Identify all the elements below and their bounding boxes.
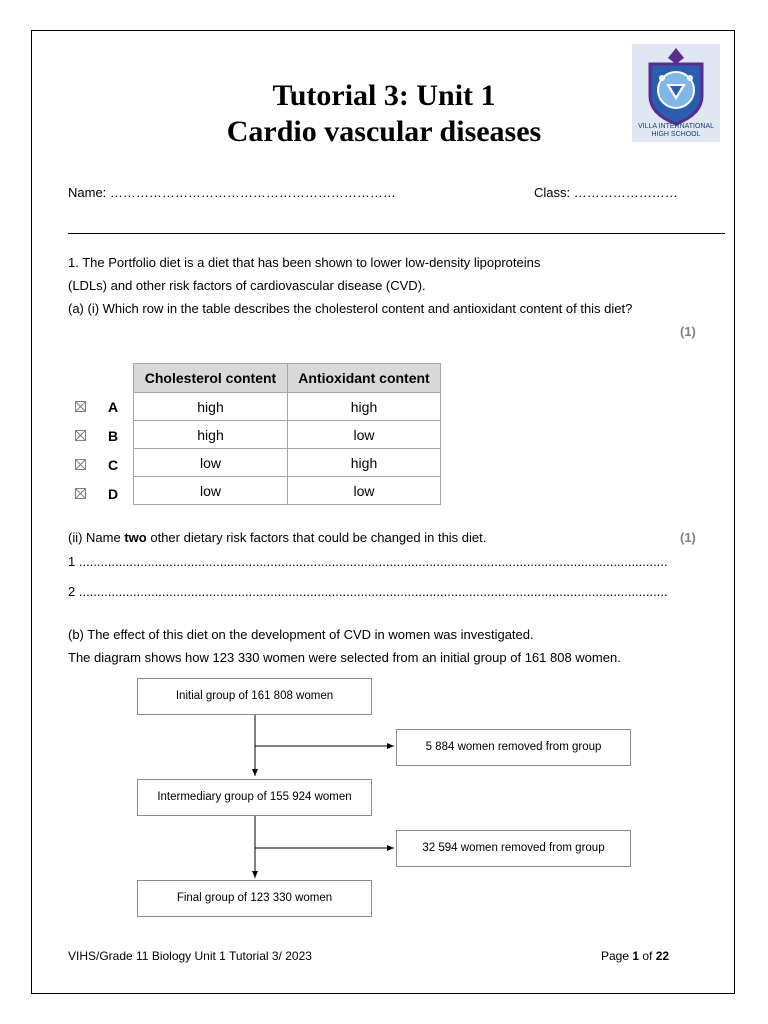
part-a-ii-text: (ii) Name	[68, 530, 125, 545]
page-subtitle: Cardio vascular diseases	[226, 115, 542, 148]
option-letter: B	[108, 428, 119, 444]
answer-line-1[interactable]: 1 ...................................................................................................................................................................	[68, 554, 668, 569]
question1-part-a-i: (a) (i) Which row in the table describes the cholesterol content and antioxidant content of this diet?	[68, 301, 633, 316]
footer-page-total: 22	[655, 949, 670, 963]
flowchart-intermediary-group: Intermediary group of 155 924 women	[137, 779, 372, 816]
flowchart-removed-1: 5 884 women removed from group	[396, 729, 631, 766]
logo-text-line1: VILLA INTERNATIONAL	[637, 123, 715, 130]
flowchart-initial-group: Initial group of 161 808 women	[137, 678, 372, 715]
question1-intro-line2: (LDLs) and other risk factors of cardiovascular disease (CVD).	[68, 278, 426, 293]
flowchart-removed-2: 32 594 women removed from group	[396, 830, 631, 867]
option-letter: A	[108, 399, 119, 415]
table-cell: low	[134, 477, 288, 505]
question1-part-b-line2: The diagram shows how 123 330 women were selected from an initial group of 161 808 women.	[68, 650, 621, 665]
table-cell: high	[288, 449, 441, 477]
part-a-ii-emphasis: two	[124, 530, 147, 545]
table-header: Cholesterol content	[134, 364, 288, 393]
question1-part-b-line1: (b) The effect of this diet on the development of CVD in women was investigated.	[68, 627, 534, 642]
table-cell: low	[288, 421, 441, 449]
page-title: Tutorial 3: Unit 1	[272, 79, 496, 112]
footer-course: VIHS/Grade 11 Biology Unit 1 Tutorial 3/ 2023	[68, 949, 312, 963]
option-letter: C	[108, 457, 119, 473]
footer-page-word: Page	[601, 949, 633, 963]
logo-text-line2: HIGH SCHOOL	[651, 131, 701, 138]
footer-of-word: of	[639, 949, 656, 963]
footer-page-number	[601, 948, 669, 964]
name-field-label: Name: …………………………………………………………	[68, 185, 396, 200]
answer-line-2[interactable]: 2 ...................................................................................................................................................................	[68, 584, 668, 599]
table-cell: high	[134, 421, 288, 449]
table-cell: low	[288, 477, 441, 505]
marks-a-i: (1)	[680, 324, 696, 339]
table-header: Antioxidant content	[288, 364, 441, 393]
marks-a-ii: (1)	[680, 530, 696, 545]
table-cell: high	[288, 393, 441, 421]
flowchart-final-group: Final group of 123 330 women	[137, 880, 372, 917]
part-a-ii-text: other dietary risk factors that could be changed in this diet.	[146, 530, 487, 545]
class-field-label: Class: ……………………	[534, 185, 678, 200]
option-letter: D	[108, 486, 119, 502]
table-cell: low	[134, 449, 288, 477]
footer-page-current: 1	[632, 949, 640, 963]
table-cell: high	[134, 393, 288, 421]
question1-intro-line1: 1. The Portfolio diet is a diet that has been shown to lower low-density lipoproteins	[68, 255, 541, 270]
